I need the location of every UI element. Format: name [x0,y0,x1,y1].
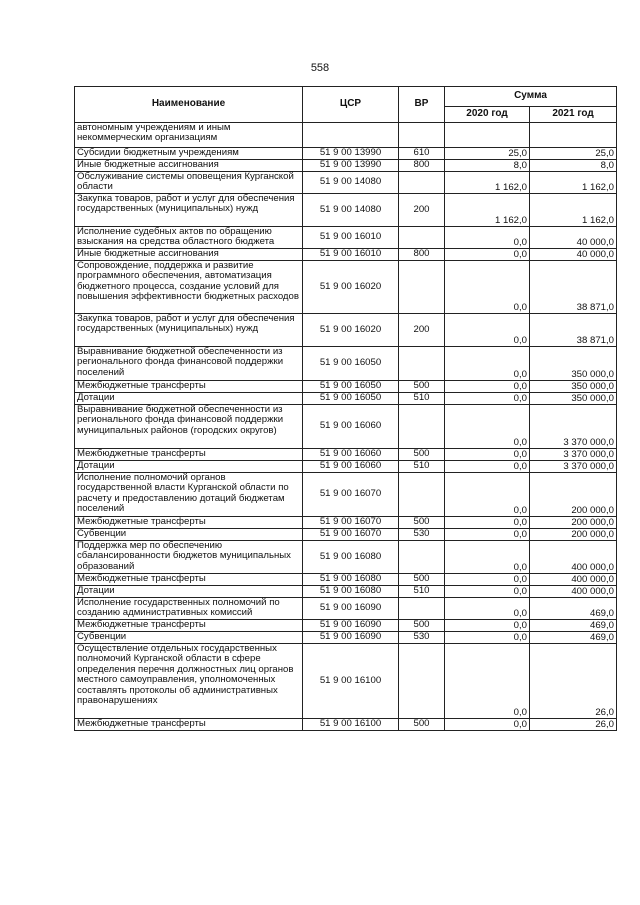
row-csr-cell: 51 9 00 16010 [303,249,399,261]
row-vr-cell: 510 [399,586,445,598]
table-row [75,529,617,541]
row-2020-cell: 0,0 [445,381,530,393]
row-name-cell: Дотации [75,461,303,473]
row-2021-cell: 26,0 [530,644,617,719]
row-csr-cell: 51 9 00 16080 [303,586,399,598]
table-row [75,314,617,347]
row-2020-cell: 0,0 [445,449,530,461]
table-row [75,405,617,449]
row-csr-cell: 51 9 00 13990 [303,148,399,160]
table-row [75,586,617,598]
row-vr-cell: 610 [399,148,445,160]
row-csr-cell: 51 9 00 16090 [303,598,399,620]
row-2021-cell: 200 000,0 [530,529,617,541]
row-2021-cell: 38 871,0 [530,261,617,314]
row-csr-cell: 51 9 00 13990 [303,160,399,172]
header-vr: ВР [399,87,445,123]
table-row [75,598,617,620]
row-2020-cell: 0,0 [445,644,530,719]
row-name-cell: Межбюджетные трансферты [75,620,303,632]
header-csr: ЦСР [303,87,399,123]
row-2021-cell: 3 370 000,0 [530,405,617,449]
table-row [75,632,617,644]
row-csr-cell: 51 9 00 16080 [303,541,399,574]
row-name-cell: Обслуживание системы оповещения Курганской области [75,172,303,194]
table-row [75,227,617,249]
row-vr-cell: 500 [399,449,445,461]
row-2021-cell: 1 162,0 [530,172,617,194]
budget-table [74,86,617,731]
row-csr-cell: 51 9 00 16090 [303,620,399,632]
row-name-cell: Исполнение полномочий органов государственной власти Курганской области по расчету и предоставлению дотаций бюджетам поселений [75,473,303,517]
row-name-cell: Выравнивание бюджетной обеспеченности из регионального фонда финансовой поддержки муниципальных районов (городских округов) [75,405,303,449]
row-vr-cell: 800 [399,160,445,172]
table-row [75,644,617,719]
header-year-2020: 2020 год [445,107,530,123]
row-name-cell: Иные бюджетные ассигнования [75,249,303,261]
row-csr-cell: 51 9 00 14080 [303,172,399,194]
header-name: Наименование [75,87,303,123]
row-2021-cell: 26,0 [530,719,617,731]
row-name-cell: Субвенции [75,529,303,541]
row-2020-cell: 0,0 [445,405,530,449]
row-csr-cell: 51 9 00 16100 [303,644,399,719]
row-2020-cell: 0,0 [445,461,530,473]
row-vr-cell: 500 [399,719,445,731]
row-csr-cell: 51 9 00 16060 [303,405,399,449]
table-row [75,194,617,227]
row-2021-cell: 469,0 [530,620,617,632]
row-vr-cell: 510 [399,393,445,405]
row-name-cell: Межбюджетные трансферты [75,381,303,393]
row-2021-cell: 350 000,0 [530,347,617,381]
row-2020-cell: 0,0 [445,249,530,261]
row-name-cell: Поддержка мер по обеспечению сбалансированности бюджетов муниципальных образований [75,541,303,574]
row-2021-cell: 3 370 000,0 [530,461,617,473]
row-name-cell: Субвенции [75,632,303,644]
row-name-cell: автономным учреждениям и иным некоммерческим организациям [75,123,303,148]
row-2021-cell: 200 000,0 [530,517,617,529]
row-2021-cell [530,123,617,148]
row-csr-cell: 51 9 00 16090 [303,632,399,644]
row-2021-cell: 400 000,0 [530,586,617,598]
row-vr-cell: 500 [399,381,445,393]
row-name-cell: Межбюджетные трансферты [75,449,303,461]
row-vr-cell [399,644,445,719]
table-body [75,123,617,731]
row-2021-cell: 25,0 [530,148,617,160]
row-2020-cell: 0,0 [445,227,530,249]
row-vr-cell: 500 [399,574,445,586]
row-vr-cell: 200 [399,314,445,347]
table-row [75,249,617,261]
row-2020-cell: 0,0 [445,719,530,731]
table-row [75,172,617,194]
row-2020-cell: 0,0 [445,393,530,405]
table-row [75,719,617,731]
table-row [75,393,617,405]
row-2021-cell: 350 000,0 [530,381,617,393]
header-year-2021: 2021 год [530,107,617,123]
row-2020-cell: 0,0 [445,517,530,529]
row-csr-cell: 51 9 00 16050 [303,347,399,381]
row-2021-cell: 469,0 [530,598,617,620]
table-row [75,473,617,517]
row-name-cell: Закупка товаров, работ и услуг для обеспечения государственных (муниципальных) нужд [75,194,303,227]
row-name-cell: Сопровождение, поддержка и развитие программного обеспечения, автоматизация бюджетного процесса, создание условий для повышения эффективности бюджетных расходов [75,261,303,314]
row-2021-cell: 200 000,0 [530,473,617,517]
table-row [75,517,617,529]
row-vr-cell: 530 [399,529,445,541]
table-row [75,123,617,148]
row-csr-cell [303,123,399,148]
row-csr-cell: 51 9 00 16070 [303,473,399,517]
row-2020-cell: 0,0 [445,541,530,574]
row-2020-cell: 1 162,0 [445,194,530,227]
row-2021-cell: 3 370 000,0 [530,449,617,461]
row-vr-cell [399,598,445,620]
row-vr-cell: 200 [399,194,445,227]
row-2020-cell: 0,0 [445,261,530,314]
row-2021-cell: 350 000,0 [530,393,617,405]
row-vr-cell: 510 [399,461,445,473]
row-csr-cell: 51 9 00 16020 [303,314,399,347]
row-2021-cell: 40 000,0 [530,227,617,249]
row-vr-cell: 530 [399,632,445,644]
table-row [75,620,617,632]
row-csr-cell: 51 9 00 16060 [303,461,399,473]
row-name-cell: Дотации [75,393,303,405]
row-2021-cell: 469,0 [530,632,617,644]
table-row [75,574,617,586]
table-row [75,148,617,160]
row-name-cell: Иные бюджетные ассигнования [75,160,303,172]
row-2020-cell: 0,0 [445,574,530,586]
row-csr-cell: 51 9 00 16060 [303,449,399,461]
row-name-cell: Межбюджетные трансферты [75,574,303,586]
row-vr-cell [399,123,445,148]
row-2020-cell: 8,0 [445,160,530,172]
row-vr-cell [399,541,445,574]
row-2021-cell: 40 000,0 [530,249,617,261]
header-sum: Сумма [445,87,617,107]
row-vr-cell [399,405,445,449]
row-name-cell: Субсидии бюджетным учреждениям [75,148,303,160]
row-csr-cell: 51 9 00 16010 [303,227,399,249]
table-row [75,347,617,381]
row-2020-cell: 25,0 [445,148,530,160]
row-vr-cell [399,473,445,517]
row-vr-cell: 500 [399,517,445,529]
table-row [75,449,617,461]
row-name-cell: Дотации [75,586,303,598]
table-row [75,461,617,473]
row-2020-cell: 0,0 [445,632,530,644]
row-name-cell: Исполнение государственных полномочий по созданию административных комиссий [75,598,303,620]
row-csr-cell: 51 9 00 16070 [303,517,399,529]
row-2020-cell [445,123,530,148]
row-vr-cell [399,261,445,314]
row-csr-cell: 51 9 00 14080 [303,194,399,227]
row-2020-cell: 0,0 [445,529,530,541]
row-2020-cell: 0,0 [445,598,530,620]
row-2021-cell: 38 871,0 [530,314,617,347]
row-name-cell: Межбюджетные трансферты [75,517,303,529]
row-2020-cell: 0,0 [445,620,530,632]
row-vr-cell [399,227,445,249]
row-2020-cell: 1 162,0 [445,172,530,194]
row-csr-cell: 51 9 00 16100 [303,719,399,731]
row-2020-cell: 0,0 [445,347,530,381]
page-number: 558 [310,62,330,74]
row-2020-cell: 0,0 [445,473,530,517]
table-row [75,381,617,393]
table-row [75,541,617,574]
row-csr-cell: 51 9 00 16020 [303,261,399,314]
table-row [75,261,617,314]
row-vr-cell [399,172,445,194]
row-2021-cell: 1 162,0 [530,194,617,227]
row-vr-cell [399,347,445,381]
row-2021-cell: 400 000,0 [530,574,617,586]
row-name-cell: Межбюджетные трансферты [75,719,303,731]
row-name-cell: Закупка товаров, работ и услуг для обеспечения государственных (муниципальных) нужд [75,314,303,347]
row-csr-cell: 51 9 00 16080 [303,574,399,586]
table-row [75,160,617,172]
row-2021-cell: 8,0 [530,160,617,172]
row-csr-cell: 51 9 00 16070 [303,529,399,541]
row-vr-cell: 800 [399,249,445,261]
row-csr-cell: 51 9 00 16050 [303,381,399,393]
row-name-cell: Выравнивание бюджетной обеспеченности из регионального фонда финансовой поддержки поселений [75,347,303,381]
row-2020-cell: 0,0 [445,314,530,347]
row-vr-cell: 500 [399,620,445,632]
row-name-cell: Исполнение судебных актов по обращению взыскания на средства областного бюджета [75,227,303,249]
row-2020-cell: 0,0 [445,586,530,598]
row-name-cell: Осуществление отдельных государственных полномочий Курганской области в сфере определения перечня должностных лиц органов местного самоуправления, уполномоченных составлять протоколы об административных правонарушениях [75,644,303,719]
row-csr-cell: 51 9 00 16050 [303,393,399,405]
row-2021-cell: 400 000,0 [530,541,617,574]
